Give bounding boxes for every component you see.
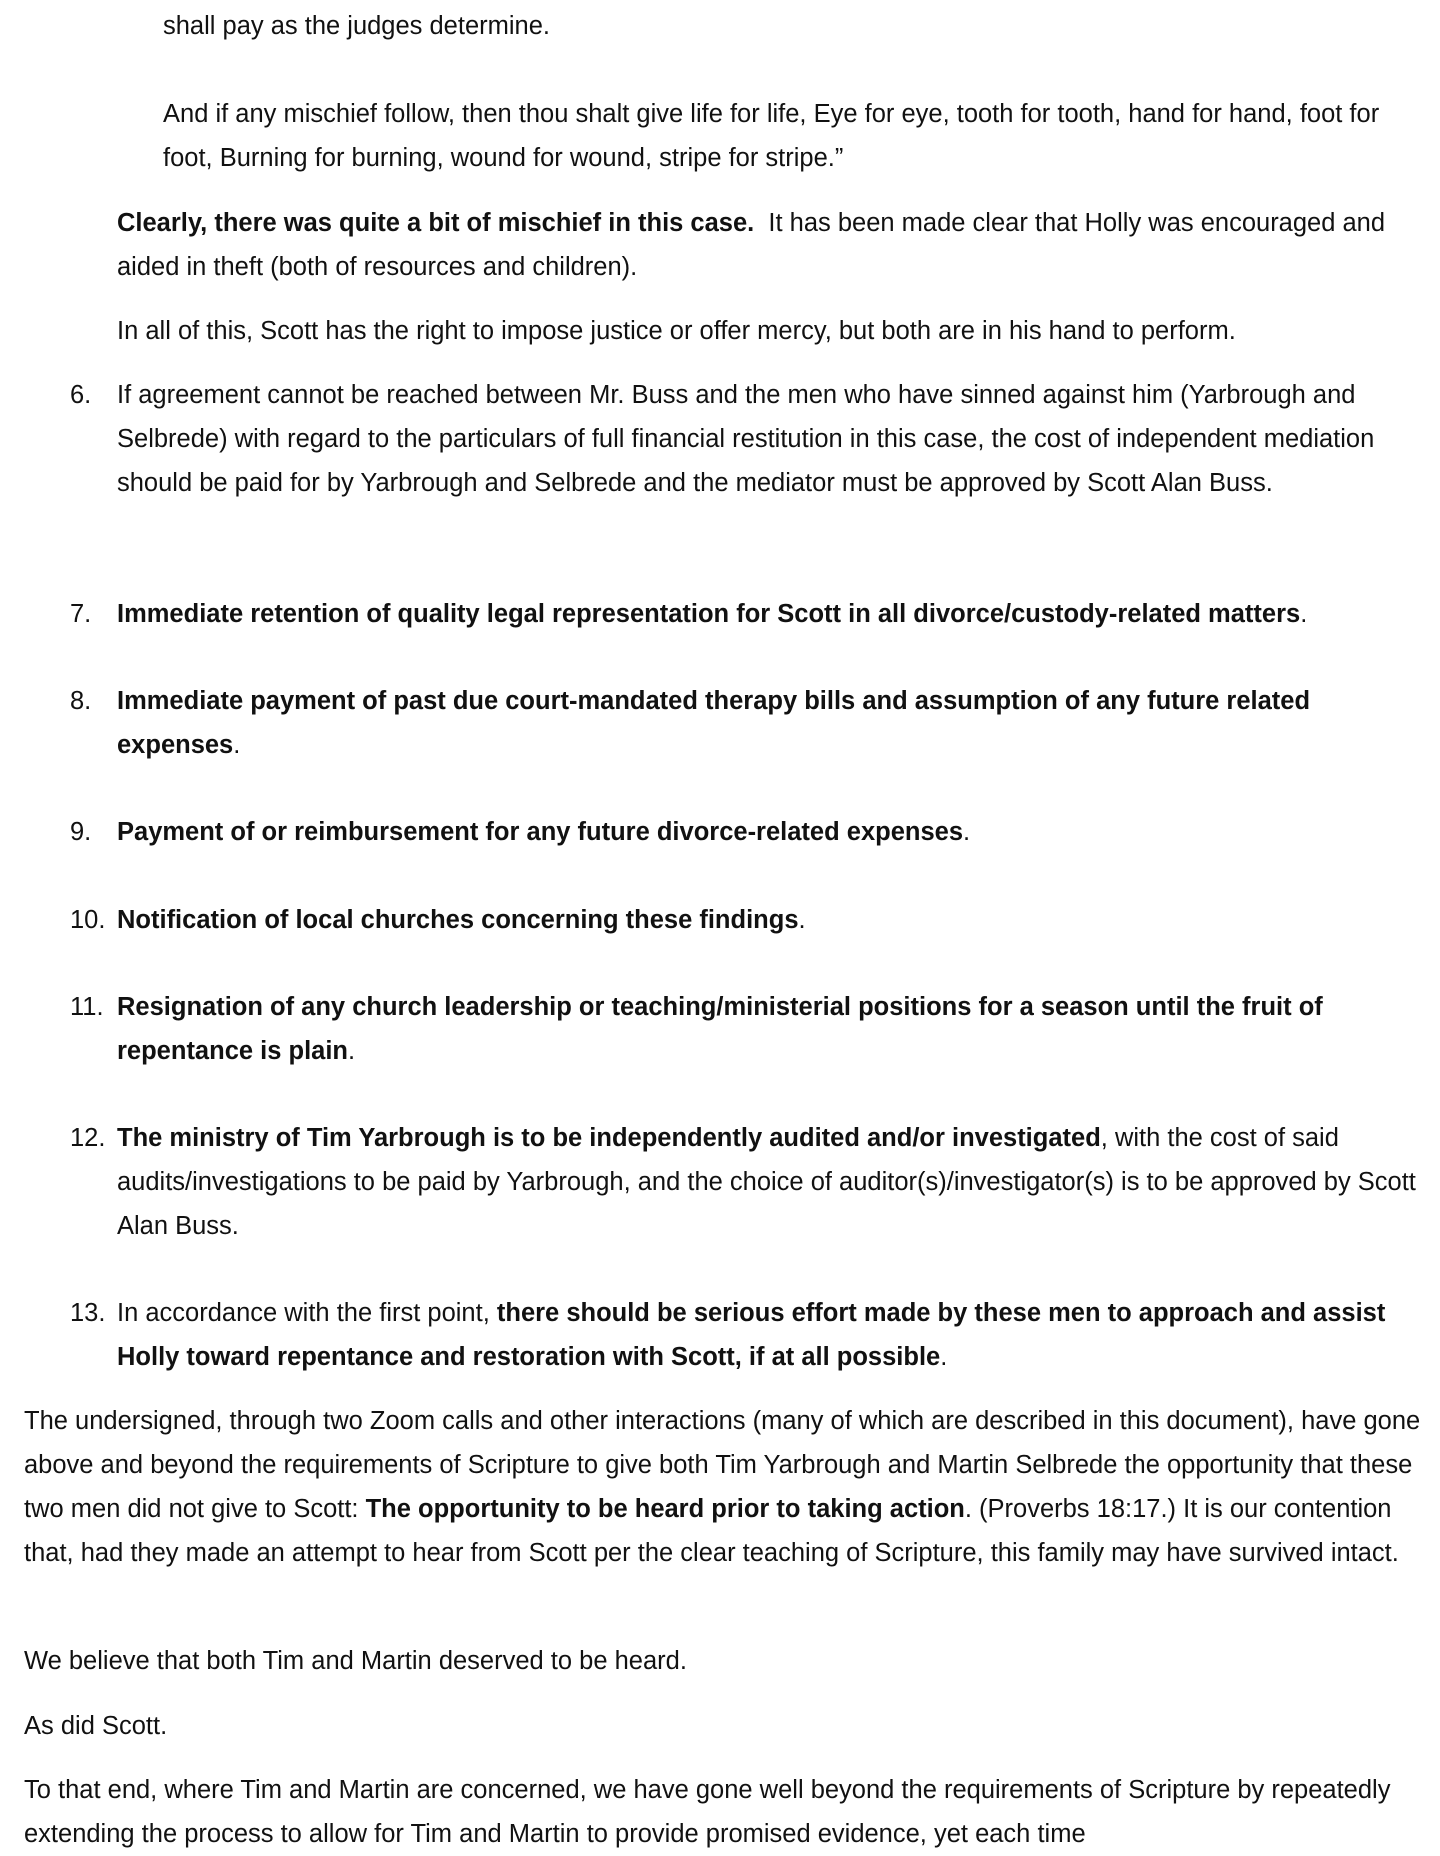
- list-item-12: [70, 1116, 1425, 1248]
- list-item-10: [70, 898, 1425, 942]
- list-number: 12.: [70, 1124, 106, 1152]
- list-number: 13.: [70, 1299, 106, 1327]
- list-item-9: [70, 810, 1425, 854]
- commentary-bold: Clearly, there was quite a bit of mischief in this case.: [117, 209, 755, 237]
- list-text: The ministry of Tim Yarbrough is to be independently audited and/or investigated, with the cost of said audits/investigations to be paid by Yarbrough, and the choice of auditor(s)/investigator(s) is to be approved by Scott Alan Buss.: [117, 1124, 1416, 1240]
- list-item-6: [70, 373, 1425, 505]
- list-item-8: [70, 679, 1425, 767]
- list-number: 9.: [70, 818, 92, 846]
- mercy-paragraph: In all of this, Scott has the right to impose justice or offer mercy, but both are in his hand to perform.: [117, 317, 1236, 345]
- list-text: In accordance with the first point, there should be serious effort made by these men to approach and assist Holly toward repentance and restoration with Scott, if at all possible.: [117, 1299, 1386, 1371]
- commentary-text: It has been made clear that Holly was encouraged and aided in theft (both of resources and children).: [117, 209, 1386, 281]
- list-text: Notification of local churches concerning these findings.: [117, 906, 806, 934]
- list-item-13: [70, 1291, 1425, 1379]
- closing-paragraph-3: As did Scott.: [24, 1712, 168, 1740]
- heard-prior-bold: The opportunity to be heard prior to taking action: [365, 1495, 965, 1523]
- list-number: 11.: [70, 993, 104, 1021]
- list-number: 6.: [70, 381, 92, 409]
- list-item-7: [70, 592, 1425, 636]
- list-text: Immediate payment of past due court-mandated therapy bills and assumption of any future related expenses.: [117, 687, 1311, 759]
- list-text: Resignation of any church leadership or teaching/ministerial positions for a season until the fruit of repentance is plain.: [117, 993, 1323, 1065]
- closing-paragraph-4: To that end, where Tim and Martin are concerned, we have gone well beyond the requirements of Scripture by repeatedly extending the process to allow for Tim and Martin to provide promised evidence, yet each time: [24, 1776, 1391, 1848]
- commentary-paragraph: [117, 201, 1417, 289]
- list-item-11: [70, 985, 1425, 1073]
- list-text: Immediate retention of quality legal representation for Scott in all divorce/custody-related matters.: [117, 600, 1308, 628]
- list-number: 10.: [70, 906, 106, 934]
- quote-line-1: shall pay as the judges determine.: [163, 12, 550, 40]
- quote-paragraph: And if any mischief follow, then thou shalt give life for life, Eye for eye, tooth for tooth, hand for hand, foot for foot, Burning for burning, wound for wound, stripe for stripe.”: [163, 100, 1380, 172]
- list-text: If agreement cannot be reached between Mr. Buss and the men who have sinned against him (Yarbrough and Selbrede) with regard to the particulars of full financial restitution in this case, the cost of independent mediation should be paid for by Yarbrough and Selbrede and the mediator must be approved by Scott Alan Buss.: [117, 381, 1375, 497]
- list-text: Payment of or reimbursement for any future divorce-related expenses.: [117, 818, 971, 846]
- closing-paragraph-1: The undersigned, through two Zoom calls and other interactions (many of which are described in this document), have gone above and beyond the requirements of Scripture to give both Tim Yarbrough and Martin Selbrede the opportunity that these two men did not give to Scott: The opportunity to be heard prior to taking action. (Proverbs 18:17.) It is our contention that, had they made an attempt to hear from Scott per the clear teaching of Scripture, this family may have survived intact.: [24, 1407, 1421, 1567]
- list-number: 7.: [70, 600, 92, 628]
- list-number: 8.: [70, 687, 92, 715]
- closing-paragraph-2: We believe that both Tim and Martin deserved to be heard.: [24, 1647, 687, 1675]
